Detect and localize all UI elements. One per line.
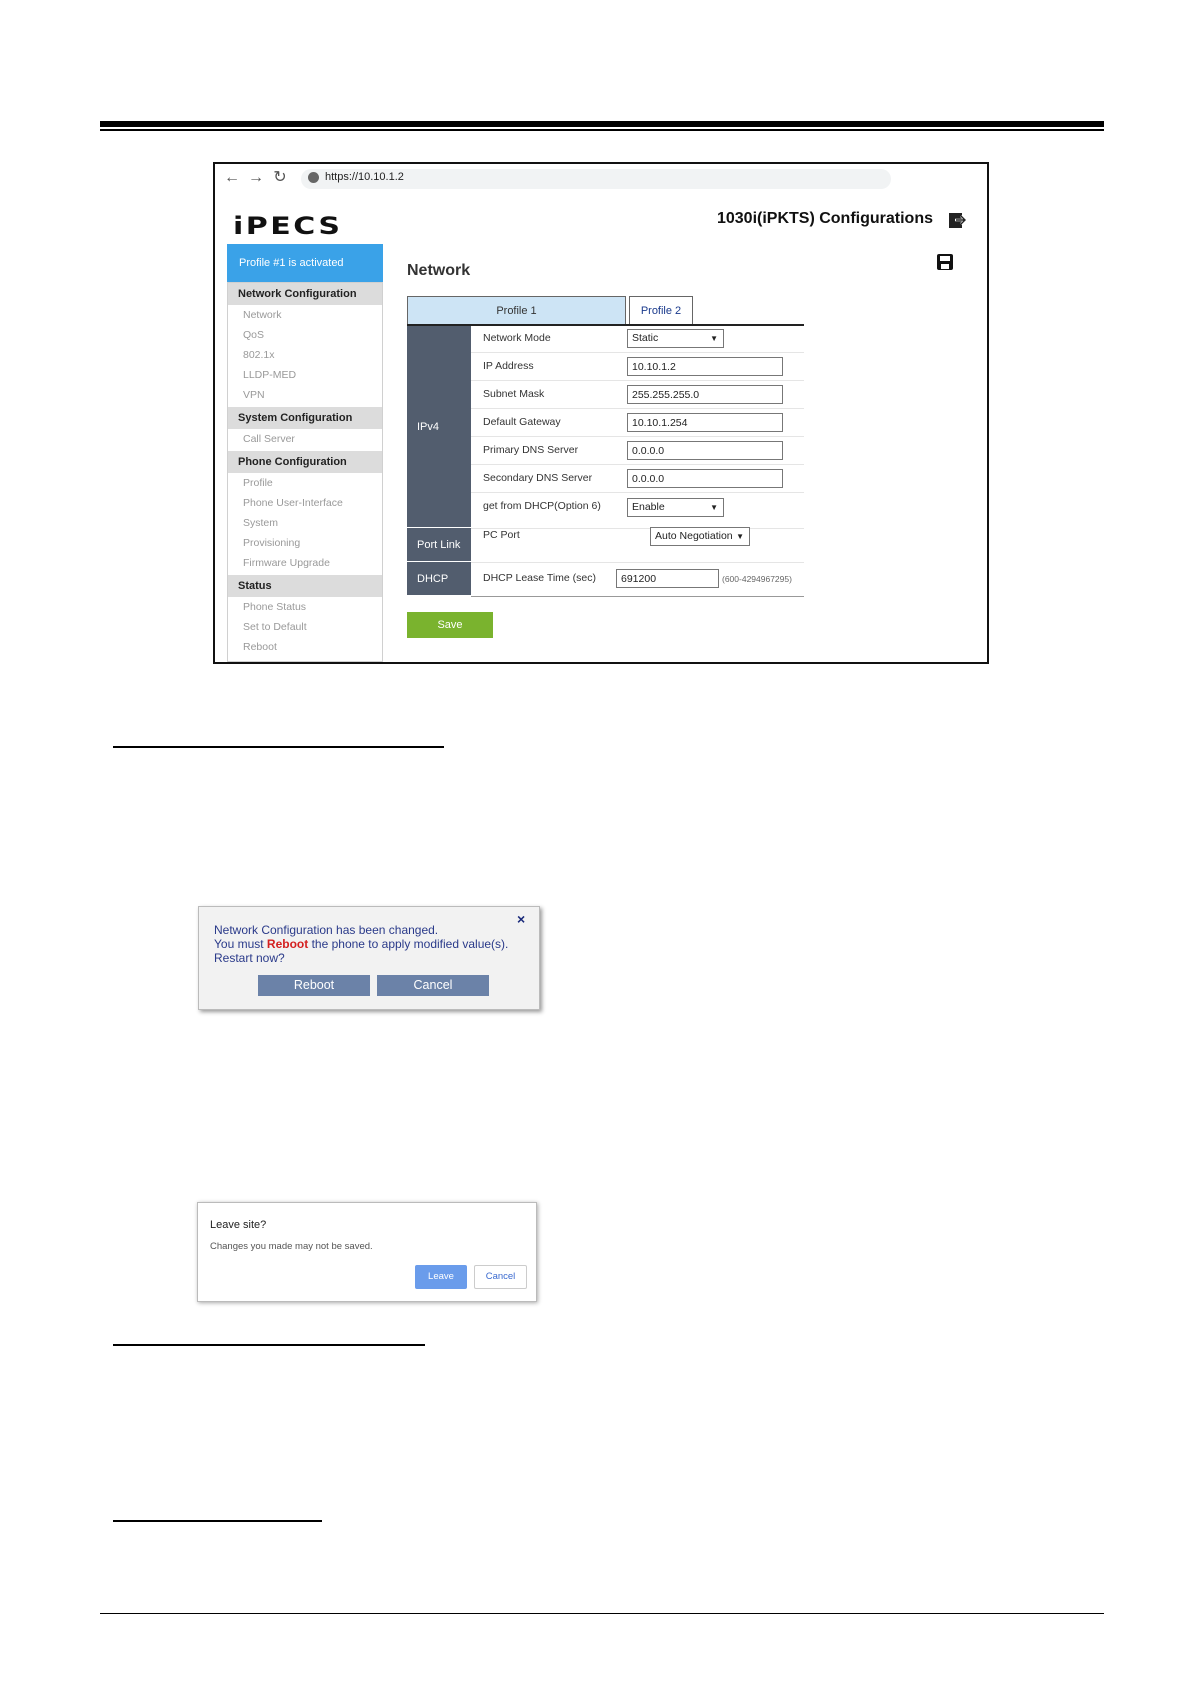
dialog-message: Changes you made may not be saved. — [210, 1241, 373, 1252]
sidebar-item-qos[interactable]: QoS — [243, 329, 265, 341]
logout-icon[interactable] — [947, 210, 967, 230]
dhcp-option6-select[interactable] — [627, 498, 724, 517]
dialog-message-line3: Restart now? — [214, 951, 285, 965]
sidebar-item-system[interactable]: System — [243, 517, 279, 529]
dhcp-lease-label: DHCP Lease Time (sec) — [483, 572, 597, 584]
sidebar-item-reboot[interactable]: Reboot — [243, 641, 277, 653]
group-ipv4: IPv4 — [407, 326, 471, 528]
site-info-icon[interactable] — [308, 172, 319, 183]
network-mode-value: Static — [632, 332, 659, 344]
row-divider — [471, 436, 804, 437]
row-divider — [471, 352, 804, 353]
sidebar-item-vpn[interactable]: VPN — [243, 389, 265, 401]
chevron-down-icon: ▼ — [710, 503, 718, 512]
dialog-message-line2 — [214, 937, 508, 951]
tab-profile-2[interactable]: Profile 2 — [629, 296, 693, 324]
primary-dns-label: Primary DNS Server — [483, 444, 579, 456]
ipecs-logo: iPECS — [233, 212, 343, 240]
save-button[interactable]: Save — [407, 612, 493, 638]
secondary-dns-label: Secondary DNS Server — [483, 472, 593, 484]
sidebar-item-call-server[interactable]: Call Server — [243, 433, 295, 445]
reload-icon[interactable]: ↻ — [273, 169, 287, 186]
default-gateway-label: Default Gateway — [483, 416, 561, 428]
group-dhcp: DHCP — [407, 562, 471, 596]
row-divider — [471, 380, 804, 381]
row-divider — [471, 408, 804, 409]
dialog-message-suffix: the phone to apply modified value(s). — [308, 937, 509, 951]
pc-port-select[interactable] — [650, 527, 750, 546]
url-text: https://10.10.1.2 — [325, 171, 404, 183]
back-icon[interactable]: ← — [224, 169, 240, 186]
subnet-mask-input[interactable]: 255.255.255.0 — [627, 385, 783, 404]
sidebar-item-set-to-default[interactable]: Set to Default — [243, 621, 307, 633]
dhcp-lease-range: (600-4294967295) — [722, 574, 792, 584]
leave-button[interactable]: Leave — [415, 1265, 467, 1289]
page-title: 1030i(iPKTS) Configurations — [716, 210, 933, 227]
sidebar-section-phone-configuration[interactable]: Phone Configuration — [228, 451, 382, 473]
row-divider — [471, 562, 804, 563]
sidebar-item-profile[interactable]: Profile — [243, 477, 273, 489]
dialog-message-line1: Network Configuration has been changed. — [214, 923, 439, 937]
browser-address-bar — [215, 164, 987, 194]
dialog-title: Leave site? — [210, 1219, 267, 1231]
heading-underline — [113, 1344, 425, 1346]
ip-address-label: IP Address — [483, 360, 534, 372]
pc-port-label: PC Port — [483, 529, 520, 541]
table-bottom-rule — [471, 596, 804, 597]
sidebar-item-lldp-med[interactable]: LLDP-MED — [243, 369, 297, 381]
dhcp-option6-value: Enable — [632, 501, 665, 513]
sidebar-section-network-configuration[interactable]: Network Configuration — [228, 283, 382, 305]
sidebar — [227, 282, 383, 662]
cancel-button[interactable]: Cancel — [377, 975, 489, 996]
row-divider — [471, 492, 804, 493]
cancel-button[interactable]: Cancel — [474, 1265, 527, 1289]
primary-dns-input[interactable]: 0.0.0.0 — [627, 441, 783, 460]
chevron-down-icon: ▼ — [736, 532, 744, 541]
secondary-dns-input[interactable]: 0.0.0.0 — [627, 469, 783, 488]
sidebar-item-802-1x[interactable]: 802.1x — [243, 349, 275, 361]
section-title: Network — [407, 262, 471, 279]
sidebar-item-provisioning[interactable]: Provisioning — [243, 537, 301, 549]
web-config-screenshot — [213, 162, 989, 664]
heading-underline — [113, 746, 444, 748]
dialog-message-prefix: You must — [214, 937, 267, 951]
dhcp-option6-label: get from DHCP(Option 6) — [483, 500, 601, 512]
tab-profile-1[interactable]: Profile 1 — [407, 296, 626, 324]
reboot-dialog — [198, 906, 540, 1010]
sidebar-item-phone-status[interactable]: Phone Status — [243, 601, 307, 613]
sidebar-item-network[interactable]: Network — [243, 309, 282, 321]
heading-underline — [113, 1520, 322, 1522]
dialog-reboot-emphasis: Reboot — [266, 937, 309, 951]
default-gateway-input[interactable]: 10.10.1.254 — [627, 413, 783, 432]
forward-icon[interactable]: → — [248, 169, 264, 186]
profile-banner: Profile #1 is activated — [227, 244, 383, 282]
leave-site-dialog — [197, 1202, 537, 1302]
ip-address-input[interactable]: 10.10.1.2 — [627, 357, 783, 376]
subnet-mask-label: Subnet Mask — [483, 388, 545, 400]
group-port-link: Port Link — [407, 528, 471, 562]
sidebar-section-status[interactable]: Status — [228, 575, 382, 597]
network-mode-select[interactable] — [627, 329, 724, 348]
sidebar-item-firmware-upgrade[interactable]: Firmware Upgrade — [243, 557, 330, 569]
network-mode-label: Network Mode — [483, 332, 551, 344]
reboot-button[interactable]: Reboot — [258, 975, 370, 996]
page-bottom-rule — [100, 1613, 1104, 1614]
page-top-rule-thin — [100, 129, 1104, 131]
sidebar-section-system-configuration[interactable]: System Configuration — [228, 407, 382, 429]
pc-port-value: Auto Negotiation — [655, 530, 733, 542]
chevron-down-icon: ▼ — [710, 334, 718, 343]
close-icon[interactable]: × — [517, 911, 526, 927]
row-divider — [471, 528, 804, 529]
sidebar-item-phone-user-interface[interactable]: Phone User-Interface — [243, 497, 343, 509]
page-top-rule — [100, 121, 1104, 127]
row-divider — [471, 464, 804, 465]
save-icon[interactable] — [936, 253, 954, 271]
dhcp-lease-input[interactable]: 691200 — [616, 569, 719, 588]
